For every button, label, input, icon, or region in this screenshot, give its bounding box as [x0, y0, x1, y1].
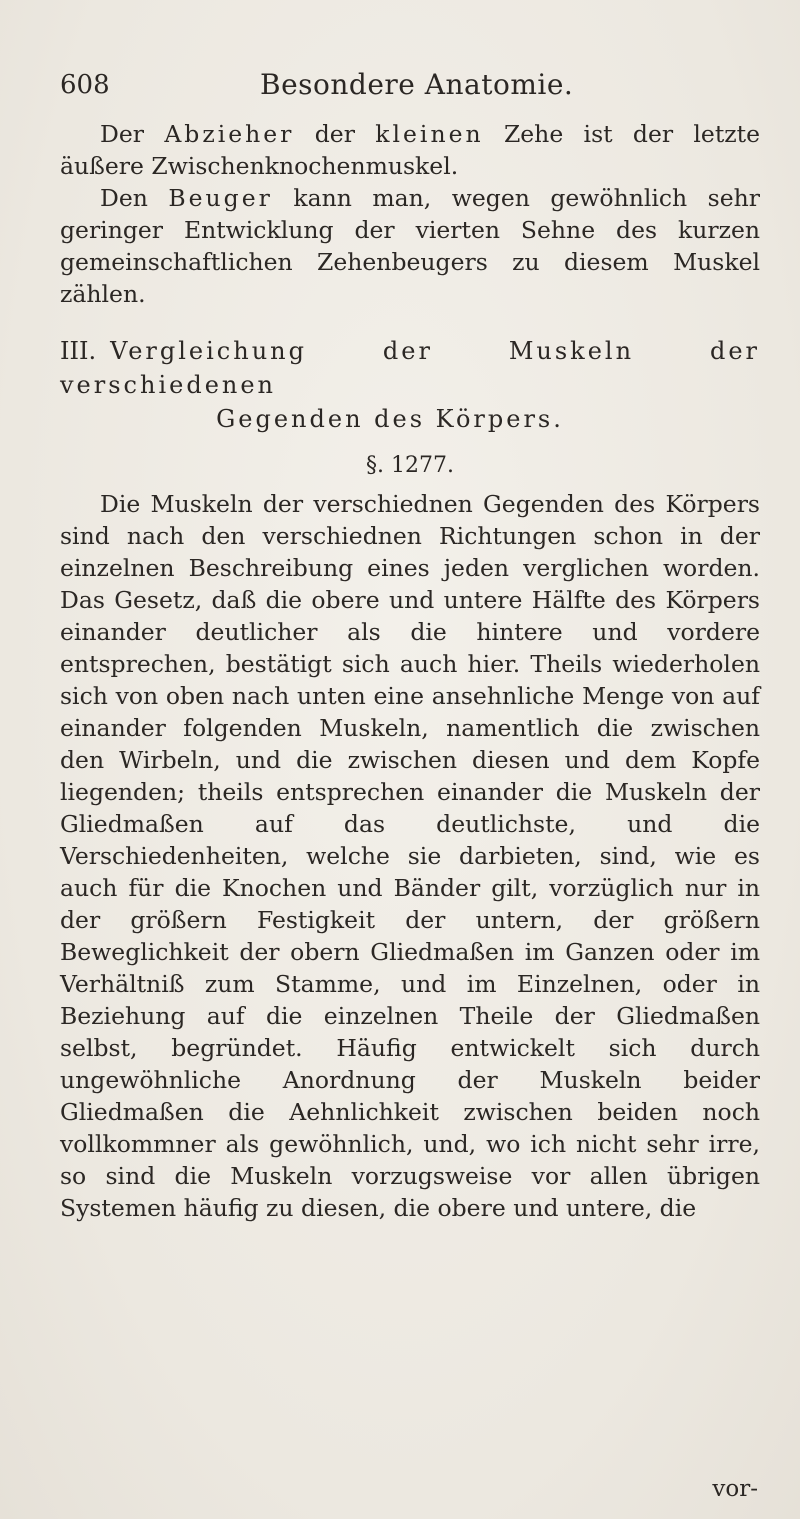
text-run: Zehe ist der letzte äußere Zwischenknochenmuskel.	[60, 120, 761, 180]
emphasis-term: kleinen	[375, 120, 484, 148]
page-number: 608	[60, 70, 110, 100]
emphasis-term: Abzieher	[164, 120, 295, 148]
section-title-line2: Gegenden des Körpers.	[216, 405, 564, 433]
page-header	[60, 60, 760, 110]
paragraph-abductor	[60, 118, 760, 182]
section-title-line1: Vergleichung der Muskeln der verschiedenen	[60, 337, 760, 399]
text-run: der	[294, 120, 376, 148]
main-paragraph: Die Muskeln der verschiednen Gegenden des Körpers sind nach den verschiednen Richtungen schon in der einzelnen Beschreibung eines jeden verglichen worden. Das Gesetz, daß die obere und untere Hälfte des Körpers einander deutlicher als die hintere und vordere entsprechen, bestätigt sich auch hier. Theils wiederholen sich von oben nach unten eine ansehnliche Menge von auf einander folgenden Muskeln, namentlich die zwischen den Wirbeln, und die zwischen diesen und dem Kopfe liegenden; theils entsprechen einander die Muskeln der Gliedmaßen auf das deutlichste, und die Verschiedenheiten, welche sie darbieten, sind, wie es auch für die Knochen und Bänder gilt, vorzüglich nur in der größern Festigkeit der untern, der größern Beweglichkeit der obern Gliedmaßen im Ganzen oder im Verhältniß zum Stamme, und im Einzelnen, oder in Beziehung auf die einzelnen Theile der Gliedmaßen selbst, begründet. Häufig entwickelt sich durch ungewöhnliche Anordnung der Muskeln beider Gliedmaßen die Aehnlichkeit zwischen beiden noch vollkommner als gewöhnlich, und, wo ich nicht sehr irre, so sind die Muskeln vorzugsweise vor allen übrigen Systemen häufig zu diesen, die obere und untere, die	[60, 490, 760, 1222]
text-run: kann man, wegen gewöhnlich sehr geringer Entwicklung der vierten Sehne des kurzen gemeinschaftlichen Zehenbeugers zu diesem Muskel zählen.	[60, 184, 760, 308]
section-number: III.	[60, 337, 97, 365]
text-run: Den	[100, 184, 169, 212]
text-run: Der	[100, 120, 165, 148]
emphasis-term: Beuger	[168, 184, 273, 212]
paragraph-number: §. 1277.	[366, 453, 454, 478]
catchword: vor-	[712, 1476, 758, 1502]
paragraph-flexor	[60, 182, 760, 310]
body-text	[60, 118, 760, 1224]
section-heading	[60, 334, 760, 436]
running-head: Besondere Anatomie.	[260, 68, 574, 101]
